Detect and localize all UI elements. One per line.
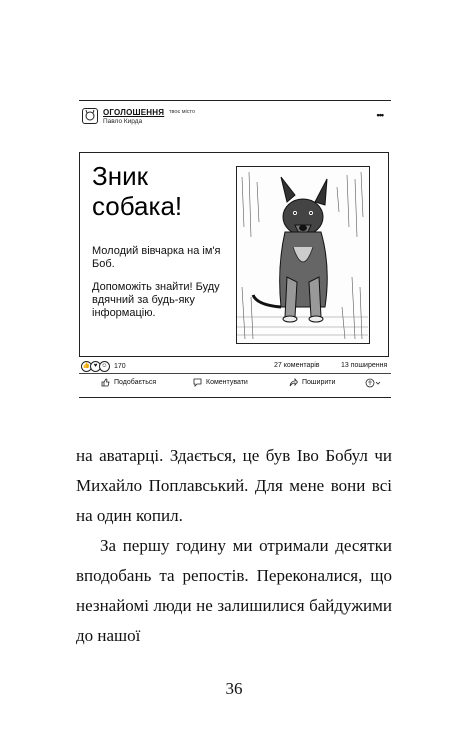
top-rule xyxy=(79,100,391,101)
post-actions xyxy=(79,378,391,392)
page-avatar[interactable] xyxy=(82,108,98,124)
like-label: Подобається xyxy=(114,379,157,386)
page-number: 36 xyxy=(225,679,243,698)
like-reaction-icon: 👍 xyxy=(81,361,92,372)
love-reaction-icon: ♥ xyxy=(90,361,101,372)
reactions-summary[interactable] xyxy=(81,360,126,372)
paragraph-2: За першу годину ми отримали десятки вподобань та репостів. Переконалися, що незнайомі люди не залишилися байдужими до нашої xyxy=(76,536,392,645)
bottom-rule xyxy=(79,397,391,398)
stats-divider xyxy=(79,373,391,374)
description-paragraph-1: Молодий вівчарка на ім'я Боб. xyxy=(92,245,221,270)
book-text xyxy=(76,441,392,651)
post-description xyxy=(92,245,232,330)
more-options-icon[interactable]: ••• xyxy=(376,110,383,120)
haha-reaction-icon: ☺ xyxy=(99,361,110,372)
post-stats xyxy=(79,360,391,374)
avatar-dog-icon xyxy=(83,109,97,123)
post-title xyxy=(92,161,182,221)
page-subtitle: твоє місто xyxy=(169,109,196,115)
page-name[interactable]: ОГОЛОШЕННЯ xyxy=(103,108,165,117)
comment-icon xyxy=(193,378,202,387)
post-content-card xyxy=(79,152,389,357)
comment-label: Коментувати xyxy=(206,379,248,386)
share-button[interactable] xyxy=(289,378,335,387)
post-header xyxy=(79,100,391,138)
share-icon xyxy=(289,378,298,387)
dog-illustration xyxy=(237,167,368,342)
post-author[interactable]: Павло Кирда xyxy=(103,118,143,125)
title-line-2: собака! xyxy=(92,191,183,221)
like-icon xyxy=(101,378,110,387)
profile-icon xyxy=(365,378,381,388)
paragraph-1: на аватарці. Здається, це був Іво Бобул чи Михайло Поплавський. Для мене вони всі на один копил. xyxy=(76,446,392,525)
share-label: Поширити xyxy=(302,379,336,386)
title-line-1: Зник xyxy=(92,161,148,191)
profile-reaction-selector[interactable] xyxy=(365,378,381,388)
comments-count[interactable]: 27 коментарів xyxy=(274,362,320,369)
description-paragraph-2: Допоможіть знайти! Буду вдячний за будь-яку інформацію. xyxy=(92,281,220,319)
dog-photo[interactable] xyxy=(236,166,370,344)
comment-button[interactable] xyxy=(193,378,248,387)
reactions-count: 170 xyxy=(114,362,126,370)
shares-count[interactable]: 13 поширення xyxy=(341,362,388,369)
like-button[interactable] xyxy=(101,378,156,387)
social-post xyxy=(79,100,391,400)
